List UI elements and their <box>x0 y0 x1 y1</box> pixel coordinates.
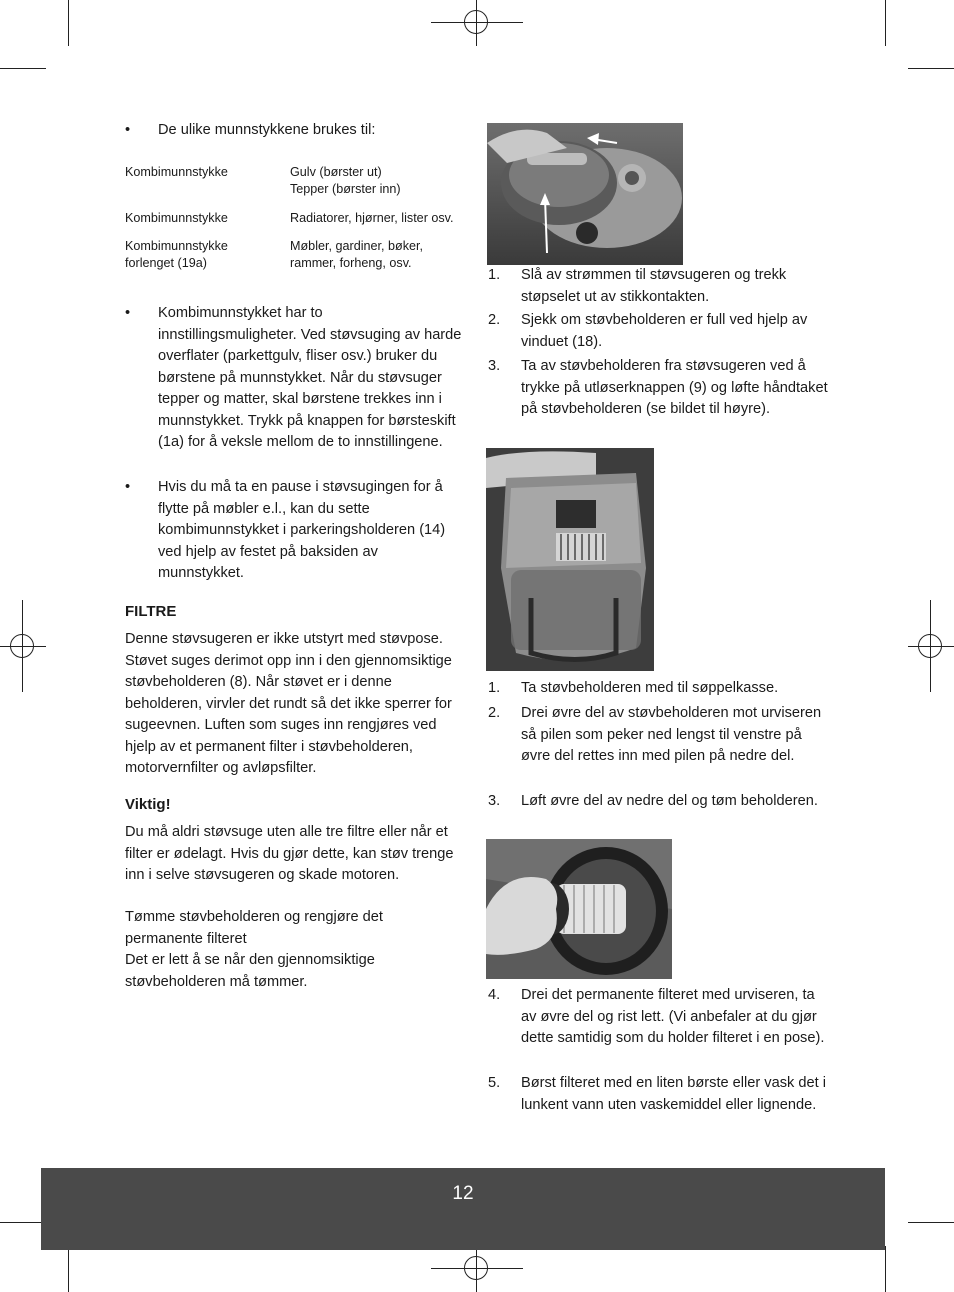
registration-mark-icon <box>464 1256 488 1280</box>
crop-mark <box>68 1246 69 1292</box>
crop-mark <box>68 0 69 46</box>
bullet-dot: • <box>125 305 131 321</box>
step-text: Drei øvre del av støvbeholderen mot urviseren så pilen som peker ned lengst til venstre på øvre del rettes inn med pilen på nedre del. <box>521 705 822 764</box>
step-text: Løft øvre del av nedre del og tøm beholderen. <box>521 793 818 809</box>
registration-mark-icon <box>918 634 942 658</box>
step-number: 2. <box>488 312 501 328</box>
dust-container-photo <box>486 448 654 671</box>
crop-mark <box>908 1222 954 1223</box>
viktig-body: Du må aldri støvsuge uten alle tre filtre eller når et filter er ødelagt. Hvis du gjør dette, kan støv trenge inn i selve støvsugeren og skade motoren. <box>125 824 454 883</box>
step-number: 1. <box>488 680 501 696</box>
bullet-dot: • <box>125 122 131 138</box>
step-number: 2. <box>488 705 501 721</box>
step-text: Ta støvbeholderen med til søppelkasse. <box>521 680 779 696</box>
step-number: 5. <box>488 1075 501 1091</box>
nozzle-use: Gulv (børster ut) Tepper (børster inn) <box>290 165 401 196</box>
crop-mark <box>0 68 46 69</box>
nozzle-use: Møbler, gardiner, bøker, rammer, forheng, osv. <box>290 239 423 270</box>
registration-mark-icon <box>10 634 34 658</box>
nozzle-name: Kombimunnstykke forlenget (19a) <box>125 239 228 270</box>
nozzle-use: Radiatorer, hjørner, lister osv. <box>290 211 454 225</box>
intro-bullet-text: De ulike munnstykkene brukes til: <box>158 122 376 138</box>
crop-mark <box>885 1246 886 1292</box>
filtre-body: Denne støvsugeren er ikke utstyrt med støvpose. Støvet suges derimot opp inn i den gjennomsiktige støvbeholderen (8). Når støvet er i denne beholderen, virvler det rundt så det ikke sperrer for sugeevnen. Luften som suges inn rengjøres ved hjelp av et permanent filter i støvbeholderen, motorvernfilter og avløpsfilter. <box>125 631 452 776</box>
section-heading-filtre: FILTRE <box>125 603 177 620</box>
nozzle-name: Kombimunnstykke <box>125 211 228 225</box>
step-number: 4. <box>488 987 501 1003</box>
bullet-text: Hvis du må ta en pause i støvsugingen for å flytte på møbler e.l., kan du sette kombimunnstykket i parkeringsholderen (14) ved hjelp av festet på baksiden av munnstykket. <box>158 479 446 581</box>
step-text: Ta av støvbeholderen fra støvsugeren ved å trykke på utløserknappen (9) og løfte håndtaket på støvbeholderen (se bildet til høyre). <box>521 358 828 417</box>
tomme-title: Tømme støvbeholderen og rengjøre det permanente filteret <box>125 909 383 947</box>
registration-mark-icon <box>464 10 488 34</box>
step-text: Slå av strømmen til støvsugeren og trekk støpselet ut av stikkontakten. <box>521 267 787 305</box>
filter-photo <box>486 839 672 979</box>
step-text: Børst filteret med en liten børste eller vask det i lunkent vann uten vaskemiddel eller lignende. <box>521 1075 826 1113</box>
page-footer <box>41 1168 885 1250</box>
nozzle-name: Kombimunnstykke <box>125 165 228 179</box>
bullet-dot: • <box>125 479 131 495</box>
bullet-text: Kombimunnstykket har to innstillingsmuligheter. Ved støvsuging av harde overflater (parkettgulv, fliser osv.) bruker du børstene på munnstykket. Når du støvsuger tepper og matter, skal børstene trekkes inn i munnstykket. Trykk på knappen for børsteskift (1a) for å veksle mellom de to innstillingene. <box>158 305 462 450</box>
tomme-body: Det er lett å se når den gjennomsiktige støvbeholderen må tømmer. <box>125 952 375 990</box>
step-number: 1. <box>488 267 501 283</box>
step-number: 3. <box>488 793 501 809</box>
crop-mark <box>885 0 886 46</box>
page-number: 12 <box>452 1183 474 1204</box>
step-text: Sjekk om støvbeholderen er full ved hjelp av vinduet (18). <box>521 312 808 350</box>
step-text: Drei det permanente filteret med urviseren, ta av øvre del og rist lett. (Vi anbefaler at du gjør dette samtidig som du holder filteret i en pose). <box>521 987 825 1046</box>
vacuum-cleaner-photo <box>487 123 683 265</box>
crop-mark <box>0 1222 46 1223</box>
section-heading-viktig: Viktig! <box>125 796 171 813</box>
crop-mark <box>908 68 954 69</box>
step-number: 3. <box>488 358 501 374</box>
